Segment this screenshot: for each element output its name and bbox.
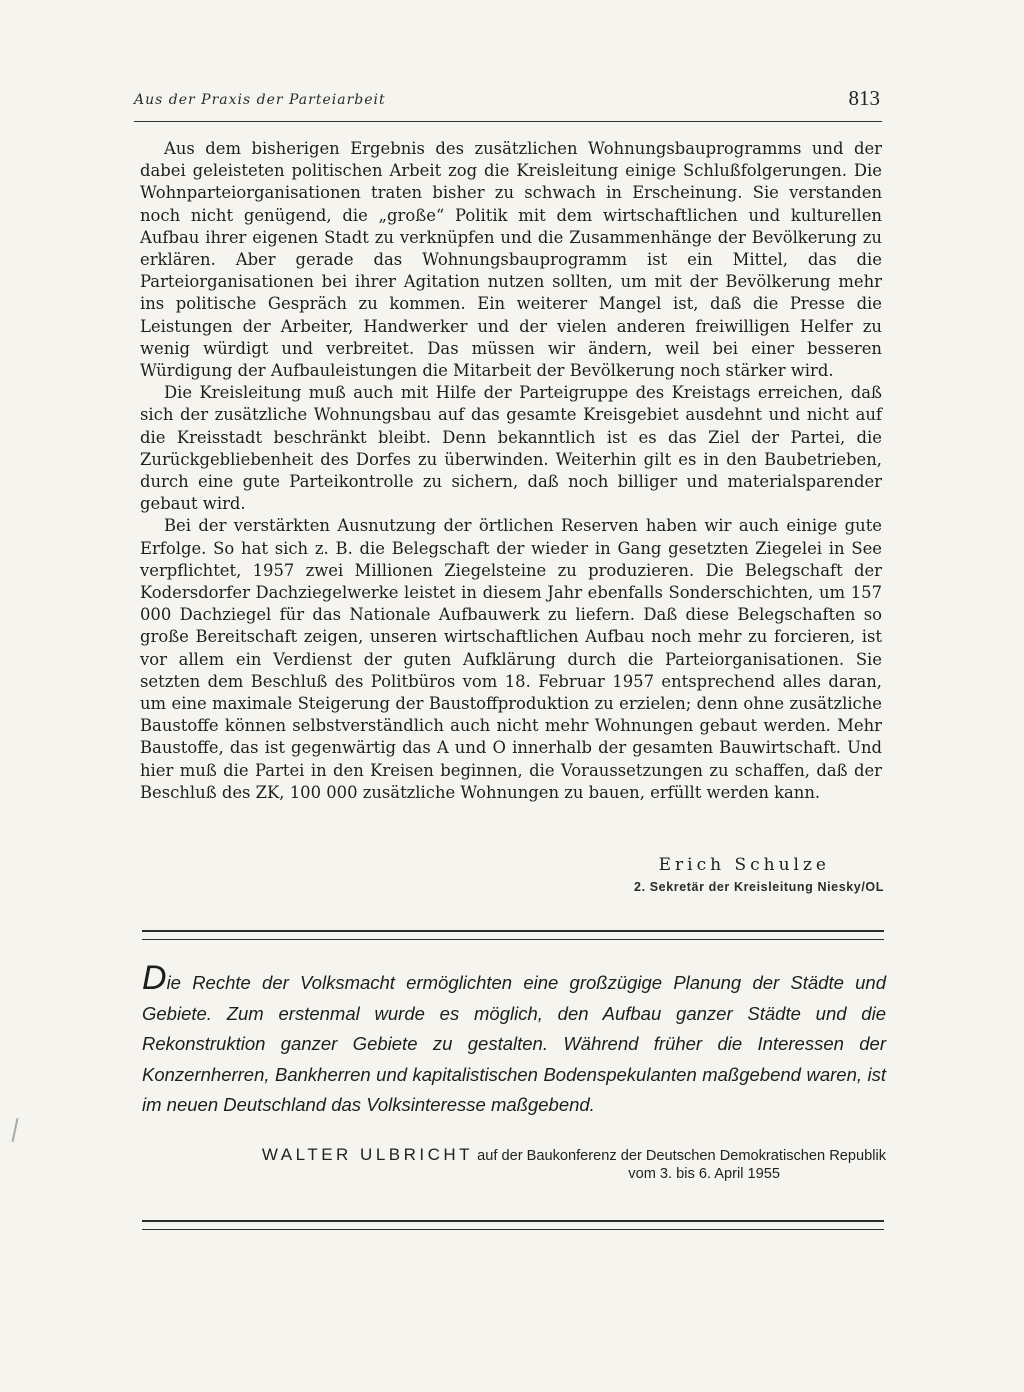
quote-source-line1: auf der Baukonferenz der Deutschen Demokratischen Republik — [477, 1148, 886, 1164]
quote-author: WALTER ULBRICHT — [261, 1145, 474, 1164]
quote-text: ie Rechte der Volksmacht ermöglichten eine großzügige Planung der Städte und Gebiete. Zum erstenmal wurde es möglich, den Aufbau ganzer Städte und die Rekonstruktion ganzer Gebiete zu gestalten. Während früher die Interessen der Konzernherren, Bankherren und kapitalistischen Bodenspekulanten maßgebend waren, ist im neuen Deutschland das Volksinteresse maßgebend. — [142, 972, 886, 1115]
page-header — [134, 86, 880, 114]
quote-block — [142, 959, 886, 1121]
paragraph-2: Die Kreisleitung muß auch mit Hilfe der Parteigruppe des Kreistags erreichen, daß sich der zusätzliche Wohnungsbau auf das gesamte Kreisgebiet ausdehnt und nicht auf die Kreisstadt beschränkt bleibt. Denn bekanntlich ist es das Ziel der Partei, die Zurückgebliebenheit des Dorfes zu überwinden. Weiterhin gilt es in den Baubetrieben, durch eine gute Parteikontrolle zu sichern, daß noch billiger und materialsparender gebaut wird. — [140, 383, 882, 514]
quote-source-line2: vom 3. bis 6. April 1955 — [628, 1166, 780, 1182]
signature-name: Erich Schulze — [658, 855, 830, 875]
signature-role: 2. Sekretär der Kreisleitung Niesky/OL — [634, 880, 884, 894]
paragraph-1: Aus dem bisherigen Ergebnis des zusätzlichen Wohnungsbauprogramms und der dabei geleisteten politischen Arbeit zog die Kreisleitung einige Schlußfolgerungen. Die Wohnparteiorganisationen traten bisher zu schwach in Erscheinung. Sie verstanden noch nicht genügend, die „große“ Politik mit dem wirtschaftlichen und kulturellen Aufbau ihrer eigenen Stadt zu verknüpfen und die Zusammenhänge der Bevölkerung zu erklären. Aber gerade das Wohnungsbauprogramm ist ein Mittel, das die Parteiorganisationen bei ihrer Agitation nutzen sollten, um mit der Bevölkerung mehr ins politische Gespräch zu kommen. Ein weiterer Mangel ist, daß die Presse die Leistungen der Arbeiter, Handwerker und der vielen anderen freiwilligen Helfer zu wenig würdigt und verbreitet. Das müssen wir ändern, weil bei einer besseren Würdigung der Aufbauleistungen die Mitarbeit der Bevölkerung noch stärker wird. — [140, 139, 882, 381]
divider-top — [142, 930, 884, 940]
article-body — [140, 138, 882, 804]
paragraph-3: Bei der verstärkten Ausnutzung der örtlichen Reserven haben wir auch einige gute Erfolge. So hat sich z. B. die Belegschaft der wieder in Gang gesetzten Ziegelei in See verpflichtet, 1957 zwei Millionen Ziegelsteine zu produzieren. Die Belegschaft der Kodersdorfer Dachziegelwerke leistet in diesem Jahr ebenfalls Sonderschichten, um 157 000 Dachziegel für das Nationale Aufbauwerk zu liefern. Daß diese Belegschaften so große Bereitschaft zeigen, unseren wirtschaftlichen Aufbau noch mehr zu forcieren, ist vor allem ein Verdienst der guten Aufklärung durch die Parteiorganisationen. Sie setzten dem Beschluß des Politbüros vom 18. Februar 1957 entsprechend alles daran, um eine maximale Steigerung der Baustoffproduktion zu erzielen; denn ohne zusätzliche Baustoffe können selbstverständlich auch nicht mehr Wohnungen gebaut werden. Mehr Baustoffe, das ist gegenwärtig das A und O innerhalb der gesamten Bauwirtschaft. Und hier muß die Partei in den Kreisen beginnen, die Voraussetzungen zu schaffen, daß der Beschluß des ZK, 100 000 zusätzliche Wohnungen zu bauen, erfüllt werden kann. — [140, 516, 882, 802]
quote-attribution — [142, 1144, 886, 1167]
running-title: Aus der Praxis der Parteiarbeit — [134, 92, 386, 108]
header-rule — [134, 121, 882, 122]
quote-initial: D — [142, 959, 167, 997]
page-number: 813 — [848, 86, 880, 110]
margin-mark — [12, 1118, 19, 1142]
divider-bottom — [142, 1220, 884, 1230]
